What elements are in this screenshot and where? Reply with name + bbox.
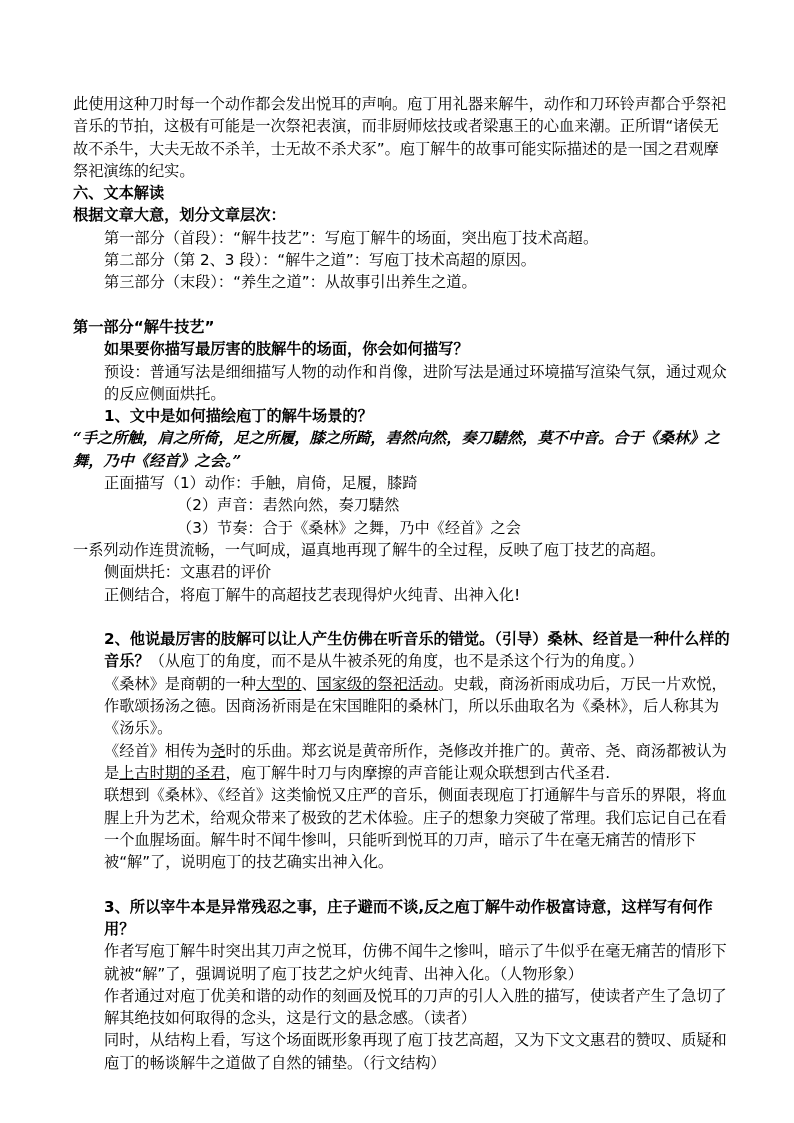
underlined-text: 大型的 <box>255 674 302 693</box>
answer-0: 预设：普通写法是细细描写人物的动作和肖像，进阶写法是通过环境描写渲染气氛，通过观众的反应侧面烘托。 <box>104 362 727 403</box>
answer-3-3: 同时，从结构上看，写这个场面既形象再现了庖丁技艺高超，又为下文文惠君的赞叹、质疑和庖丁的畅谈解牛之道做了自然的铺垫。（行文结构） <box>104 1031 727 1072</box>
intro-paragraph: 此使用这种刀时每一个动作都会发出悦耳的声响。庖丁用礼器来解牛，动作和刀环铃声都合乎祭祀音乐的节拍，这极有可能是一次祭祀表演，而非厨师炫技或者梁惠王的心血来潮。正所谓“诸侯无故不杀牛，大夫无故不杀羊，士无故不杀犬豕”。庖丁解牛的故事可能实际描述的是一国之君观摩祭祀演练的纪实。 <box>73 95 727 180</box>
question-3: 3、所以宰牛本是异常残忍之事，庄子避而不谈,反之庖丁解牛动作极富诗意，这样写有何作用？ <box>104 897 713 938</box>
lianxiang-paragraph: 联想到《桑林》、《经首》这类愉悦又庄严的音乐，侧面表现庖丁打通解牛与音乐的界限，将血腥上升为艺术，给观众带来了极致的艺术体验。庄子的想象力突破了常理。我们忘记自己在看一个血腥场面。解牛时不闻牛惨叫，只能听到悦耳的刀声，暗示了牛在毫无痛苦的情形下被“解”了，说明庖丁的技艺确实出神入化。 <box>104 786 727 872</box>
part-heading: 第一部分“解牛技艺” <box>73 317 215 336</box>
quote-1: “手之所触，肩之所倚，足之所履，膝之所踦，砉然向然，奏刀騞然，莫不中音。合于《桑林》之舞，乃中《经首》之会。” <box>73 429 720 470</box>
direct-description-3: （3）节奏：合于《桑林》之舞，乃中《经首》之会 <box>177 518 521 537</box>
text-segment: ，庖丁解牛时刀与肉摩擦的声音能让观众联想到古代圣君. <box>225 763 611 782</box>
summary-1: 一系列动作连贯流畅，一气呵成，逼真地再现了解牛的全过程，反映了庖丁技艺的高超。 <box>73 540 666 559</box>
question-1: 1、文中是如何描绘庖丁的解牛场景的？ <box>104 407 373 426</box>
spacer <box>73 873 733 895</box>
text-segment: 时的乐曲。郑玄说是黄帝所作，尧修改并推广的。黄帝、尧、商汤都被认为是 <box>104 741 727 782</box>
spacer <box>73 606 733 628</box>
sanglin-paragraph <box>73 673 733 740</box>
underlined-text: 国家级的祭祀活动 <box>316 674 439 693</box>
jingshou-paragraph <box>73 740 733 785</box>
spacer <box>73 294 733 316</box>
divide-item: 第三部分（末段）：“养生之道”：从故事引出养生之道。 <box>104 273 477 292</box>
section-heading: 六、文本解读 <box>73 184 165 203</box>
direct-description-1: 正面描写（1）动作：手触，肩倚，足履，膝踦 <box>104 474 418 493</box>
text-segment: 。史载，商汤祈雨成功后，万民一片欢悦，作歌颂扬汤之德。因商汤祈雨是在宋国睢阳的桑林门，所以乐曲取名为《桑林》，后人称其为《汤乐》。 <box>104 674 727 738</box>
question-2-bold: 2、他说最厉害的肢解可以让人产生仿佛在听音乐的错觉。（引导）桑林、经首是一种什么样的音乐？ <box>104 630 730 671</box>
underlined-text: 上古时期的圣君 <box>119 763 226 782</box>
question-2-note: （从庖丁的角度，而不是从牛被杀死的角度，也不是杀这个行为的角度。） <box>149 652 644 671</box>
document-page <box>73 93 733 1074</box>
direct-description-2: （2）声音：砉然向然，奏刀騞然 <box>177 496 400 515</box>
question-2 <box>73 628 733 673</box>
answer-3-2: 作者通过对庖丁优美和谐的动作的刻画及悦耳的刀声的引人入胜的描写，使读者产生了急切了解其绝技如何取得的念头，这是行文的悬念感。（读者） <box>104 986 727 1028</box>
divide-heading: 根据文章大意，划分文章层次： <box>73 206 286 225</box>
combine-description: 正侧结合，将庖丁解牛的高超技艺表现得炉火纯青、出神入化! <box>104 585 521 604</box>
underlined-text: 尧 <box>210 741 226 760</box>
text-segment: 《经首》相传为 <box>104 741 211 760</box>
question-0: 如果要你描写最厉害的肢解牛的场面，你会如何描写？ <box>104 340 469 359</box>
answer-3-1: 作者写庖丁解牛时突出其刀声之悦耳，仿佛不闻牛之惨叫，暗示了牛似乎在毫无痛苦的情形下就被“解”了，强调说明了庖丁技艺之炉火纯青、出神入化。（人物形象） <box>104 942 727 983</box>
divide-item: 第二部分（第 2、3 段）：“解牛之道”：写庖丁技术高超的原因。 <box>104 251 536 270</box>
divide-item: 第一部分（首段）：“解牛技艺”：写庖丁解牛的场面，突出庖丁技术高超。 <box>104 228 599 247</box>
side-description: 侧面烘托：文惠君的评价 <box>104 563 272 582</box>
text-segment: 《桑林》是商朝的一种 <box>104 674 256 693</box>
text-segment: 、 <box>301 674 317 693</box>
